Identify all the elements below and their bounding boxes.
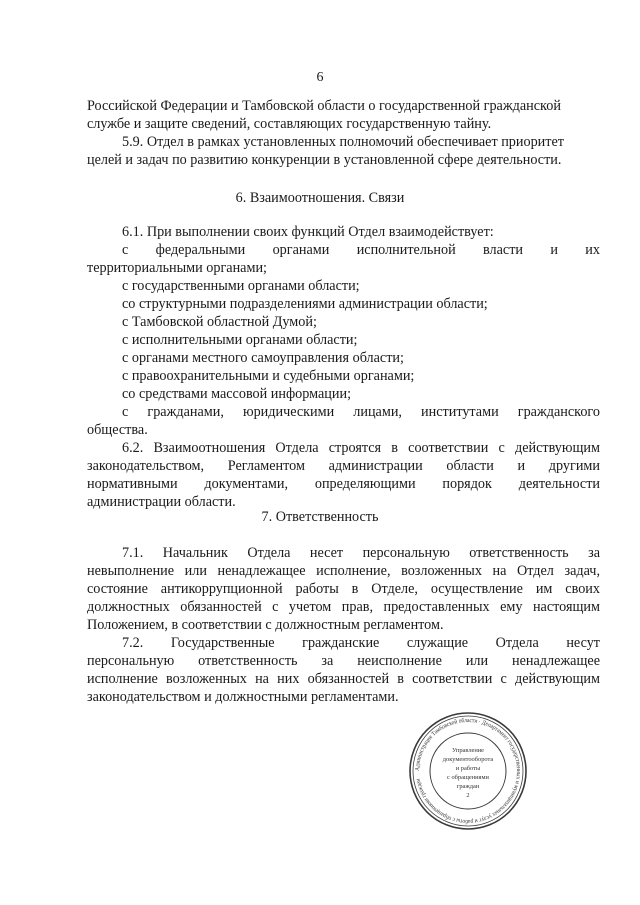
text-line: с федеральными органами исполнительной власти и их <box>122 242 600 258</box>
text-line: нормативными документами, определяющими порядок деятельности <box>87 476 600 492</box>
text-line: состояние антикоррупционной работы в Отделе, осуществление им своих <box>87 581 600 597</box>
section-heading: 7. Ответственность <box>261 509 379 525</box>
text-line: с органами местного самоуправления области; <box>122 350 404 366</box>
text-line: со средствами массовой информации; <box>122 386 352 402</box>
official-stamp <box>407 710 529 832</box>
text-line: целей и задач по развитию конкуренции в установленной сфере деятельности. <box>87 152 562 168</box>
text-line: должностных обязанностей с учетом прав, предоставленных ему настоящим <box>87 599 600 615</box>
text-line: с правоохранительными и судебными органами; <box>122 368 415 384</box>
text-line: исполнение возложенных на них обязанностей в соответствии с действующим <box>87 671 600 687</box>
text-line: законодательством и должностными регламентами. <box>87 689 399 705</box>
text-line: 7.2. Государственные гражданские служащие Отдела несут <box>122 635 600 651</box>
svg-text:граждан: граждан <box>456 783 480 790</box>
text-line: 5.9. Отдел в рамках установленных полномочий обеспечивает приоритет <box>122 134 564 150</box>
text-line: 6.2. Взаимоотношения Отдела строятся в соответствии с действующим <box>122 440 600 456</box>
text-line: службе и защите сведений, составляющих государственную тайну. <box>87 116 492 132</box>
text-line: с Тамбовской областной Думой; <box>122 314 317 330</box>
section-heading: 6. Взаимоотношения. Связи <box>235 190 405 206</box>
page-number: 6 <box>316 70 324 85</box>
svg-text:и работы: и работы <box>455 765 481 772</box>
text-line: законодательством, Регламентом администрации области и другими <box>87 458 600 474</box>
text-line: персональную ответственность за неисполнение или ненадлежащее <box>87 653 600 669</box>
text-line: Российской Федерации и Тамбовской области о государственной гражданской <box>87 98 561 114</box>
svg-text:2: 2 <box>466 792 470 799</box>
stamp-center-text <box>443 747 494 799</box>
svg-text:документооборота: документооборота <box>442 756 494 763</box>
text-line: 6.1. При выполнении своих функций Отдел взаимодействует: <box>122 224 494 240</box>
text-line: со структурными подразделениями администрации области; <box>122 296 488 312</box>
svg-text:с обращениями: с обращениями <box>447 774 489 781</box>
text-line: невыполнение или ненадлежащее исполнение, возложенных на Отдел задач, <box>87 563 600 579</box>
stamp-ring-text: Администрация Тамбовской области · Департамент государственных и муниципальных услуг и работы с обращениями граждан <box>413 716 523 826</box>
text-line: 7.1. Начальник Отдела несет персональную ответственность за <box>122 545 600 561</box>
text-line: администрации области. <box>87 494 236 510</box>
text-line: общества. <box>87 422 148 438</box>
svg-text:Управление: Управление <box>451 747 485 754</box>
text-line: с государственными органами области; <box>122 278 360 294</box>
text-line: с исполнительными органами области; <box>122 332 358 348</box>
text-line: территориальными органами; <box>87 260 267 276</box>
text-line: Положением, в соответствии с должностным регламентом. <box>87 617 444 633</box>
text-line: с гражданами, юридическими лицами, институтами гражданского <box>122 404 600 420</box>
